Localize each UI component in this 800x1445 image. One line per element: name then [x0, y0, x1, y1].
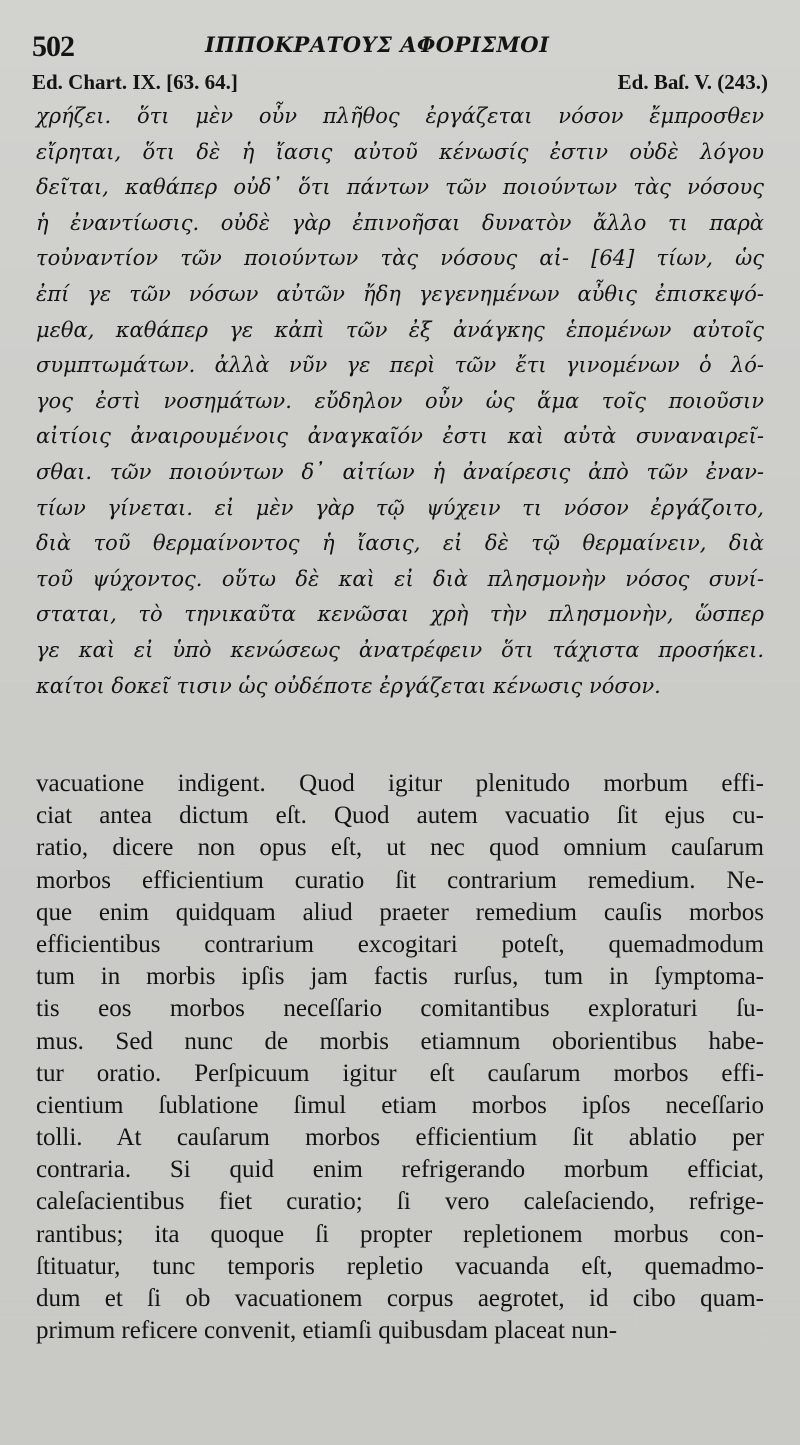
greek-text-line: σταται, τὸ τηνικαῦτα κενῶσαι χρὴ τὴν πλησμονὴν, ὥσπερ [36, 602, 764, 627]
greek-text-line: γε καὶ εἰ ὑπὸ κενώσεως ἀνατρέφειν ὅτι τάχιστα προσήκει. [36, 637, 764, 662]
greek-text-line: διὰ τοῦ θερμαίνοντος ἡ ἴασις, εἰ δὲ τῷ θερμαίνειν, διὰ [36, 531, 764, 556]
page-number: 502 [32, 30, 74, 63]
latin-text-line: tum in morbis ipſis jam factis rurſus, tum in ſymptoma- [36, 963, 764, 991]
latin-text-line: mus. Sed nunc de morbis etiamnum oborientibus habe- [36, 1027, 764, 1055]
latin-text-line: caleſacientibus fiet curatio; ſi vero caleſaciendo, refrige- [36, 1188, 764, 1216]
greek-text-line: συμπτωμάτων. ἀλλὰ νῦν γε περὶ τῶν ἔτι γινομένων ὁ λό- [36, 353, 764, 378]
greek-text-line: χρήζει. ὅτι μὲν οὖν πλῆθος ἐργάζεται νόσον ἔμπροσθεν [36, 104, 764, 128]
greek-text-line: τοὐναντίον τῶν ποιούντων τὰς νόσους αἰ- [64] τίων, ὡς [36, 246, 764, 271]
latin-text-line: ratio, dicere non opus eſt, ut nec quod omnium cauſarum [36, 834, 764, 862]
greek-text-line: σθαι. τῶν ποιούντων δ᾽ αἰτίων ἡ ἀναίρεσις ἀπὸ τῶν ἐναν- [36, 459, 764, 484]
latin-text-line: ſtituatur, tunc temporis repletio vacuanda eſt, quemadmo- [36, 1252, 764, 1280]
latin-text-line: morbos efficientium curatio ſit contrarium remedium. Ne- [36, 866, 764, 894]
latin-text-line: primum reficere convenit, etiamſi quibusdam placeat nun- [36, 1317, 618, 1345]
latin-text-line: tur oratio. Perſpicuum igitur eſt cauſarum morbos effi- [36, 1059, 764, 1087]
latin-text-line: rantibus; ita quoque ſi propter repletionem morbus con- [36, 1220, 764, 1248]
greek-text-line: ἡ ἐναντίωσις. οὐδὲ γὰρ ἐπινοῆσαι δυνατὸν ἄλλο τι παρὰ [36, 210, 764, 235]
edition-chartier-reference: Ed. Chart. IX. [63. 64.] [32, 70, 238, 94]
latin-text-line: cientium ſublatione ſimul etiam morbos ipſos neceſſario [36, 1091, 764, 1119]
latin-text-line: tis eos morbos neceſſario comitantibus exploraturi ſu- [36, 995, 764, 1023]
latin-text-line: contraria. Si quid enim refrigerando morbum efficiat, [36, 1156, 764, 1184]
greek-text-line: ἐπί γε τῶν νόσων αὐτῶν ἤδη γεγενημένων αὖθις ἐπισκεψό- [36, 281, 764, 306]
page-header [30, 30, 770, 66]
latin-text-block [36, 768, 764, 1347]
latin-text-line: vacuatione indigent. Quod igitur plenitudo morbum effi- [36, 770, 764, 797]
edition-basel-reference: Ed. Baſ. V. (243.) [617, 70, 768, 94]
running-title: ΙΠΠΟΚΡΑΤΟΥΣ ΑΦΟΡΙΣΜΟΙ [205, 32, 550, 57]
latin-text-line: tolli. At cauſarum morbos efficientium ſit ablatio per [36, 1124, 764, 1152]
greek-text-line: δεῖται, καθάπερ οὐδ᾽ ὅτι πάντων τῶν ποιούντων τὰς νόσους [36, 175, 764, 200]
greek-text-line: αἰτίοις ἀναιρουμένοις ἀναγκαῖόν ἐστι καὶ αὐτὰ συναναιρεῖ- [36, 424, 764, 449]
greek-text-line: μεθα, καθάπερ γε κἀπὶ τῶν ἐξ ἀνάγκης ἑπομένων αὐτοῖς [36, 317, 764, 342]
latin-text-line: efficientibus contrarium excogitari poteſt, quemadmodum [36, 930, 764, 958]
greek-text-line: καίτοι δοκεῖ τισιν ὡς οὐδέποτε ἐργάζεται κένωσις νόσον. [36, 673, 661, 698]
edition-reference-line [32, 70, 768, 96]
latin-text-line: dum et ſi ob vacuationem corpus aegrotet, id cibo quam- [36, 1285, 764, 1312]
greek-text-block [36, 99, 764, 704]
greek-text-line: εἴρηται, ὅτι δὲ ἡ ἴασις αὐτοῦ κένωσίς ἐστιν οὐδὲ λόγου [36, 139, 764, 164]
greek-text-line: γος ἐστὶ νοσημάτων. εὔδηλον οὖν ὡς ἅμα τοῖς ποιοῦσιν [36, 388, 764, 413]
latin-text-line: que enim quidquam aliud praeter remedium cauſis morbos [36, 898, 764, 926]
greek-text-line: τίων γίνεται. εἰ μὲν γὰρ τῷ ψύχειν τι νόσον ἐργάζοιτο, [36, 495, 764, 520]
latin-text-line: ciat antea dictum eſt. Quod autem vacuatio ſit ejus cu- [36, 802, 764, 830]
greek-text-line: τοῦ ψύχοντος. οὕτω δὲ καὶ εἰ διὰ πλησμονὴν νόσος συνί- [36, 566, 764, 591]
